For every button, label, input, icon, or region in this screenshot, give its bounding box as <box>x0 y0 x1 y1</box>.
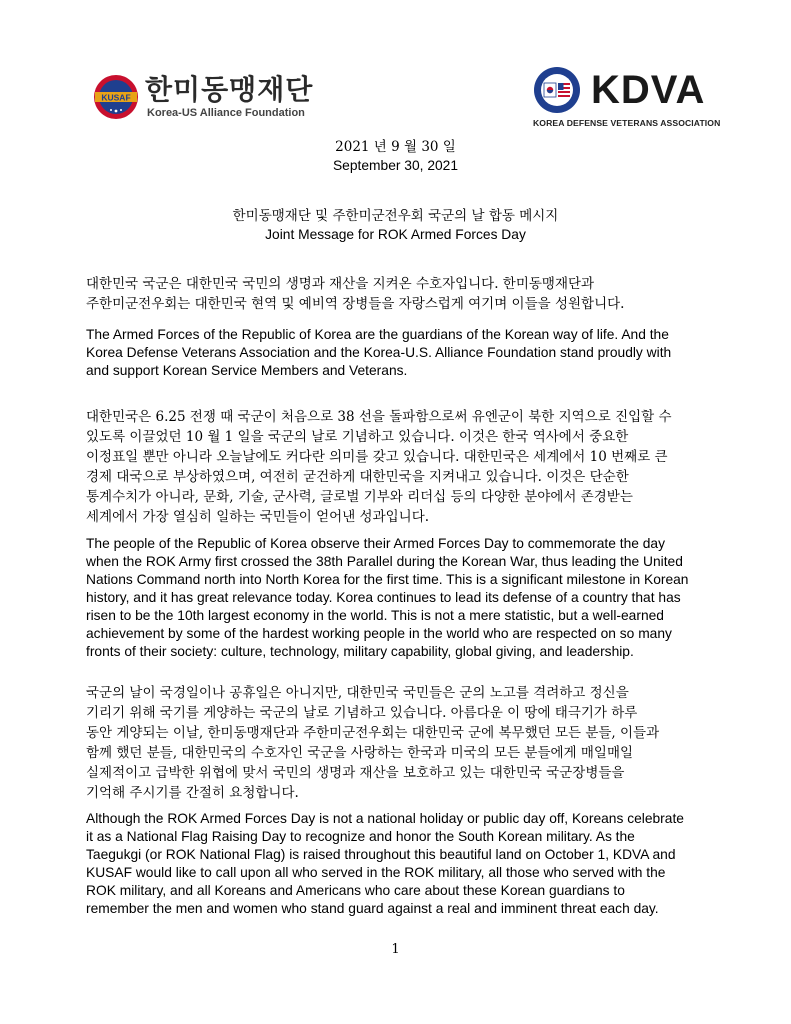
paragraph-korean-1 <box>86 274 708 314</box>
title-english: Joint Message for ROK Armed Forces Day <box>265 227 526 242</box>
paragraph-line: Nations Command north into North Korea for the first time. This is a significant milestone in Korean <box>86 572 689 587</box>
paragraph-line: 있도록 이끌었던 10 월 1 일을 국군의 날로 기념하고 있습니다. 이것은 한국 역사에서 중요한 <box>86 429 629 445</box>
paragraph-korean-3 <box>86 683 708 803</box>
paragraph-line: 대한민국 국군은 대한민국 국민의 생명과 재산을 지켜온 수호자입니다. 한미동맹재단과 <box>86 276 595 292</box>
date-english: September 30, 2021 <box>332 158 459 173</box>
letterhead <box>0 0 791 130</box>
paragraph-line: 이정표일 뿐만 아니라 오늘날에도 커다란 의미를 갖고 있습니다. 대한민국은 세계에서 10 번째로 큰 <box>86 449 668 465</box>
kusaf-logo-text <box>145 74 313 120</box>
paragraph-line: 동안 게양되는 이날, 한미동맹재단과 주한미군전우회는 대한민국 군에 복무했던 모든 분들, 이들과 <box>86 725 660 741</box>
paragraph-line: Although the ROK Armed Forces Day is not a national holiday or public day off, Koreans celebrate <box>86 811 684 826</box>
paragraph-line: 경제 대국으로 부상하였으며, 여전히 굳건하게 대한민국을 지켜내고 있습니다. 이것은 단순한 <box>86 469 629 485</box>
paragraph-line: 국군의 날이 국경일이나 공휴일은 아니지만, 대한민국 국민들은 군의 노고를 격려하고 정신을 <box>86 685 629 701</box>
paragraph-line: risen to be the 10th largest economy in the world. This is not a mere statistic, but a well-earned <box>86 608 664 623</box>
date-korean: 2021 년 9 월 30 일 <box>335 139 456 155</box>
paragraph-line: achievement by some of the hardest working people in the world who are respected on so many <box>86 626 672 641</box>
paragraph-line: 실제적이고 급박한 위협에 맞서 국민의 생명과 재산을 보호하고 있는 대한민국 국군장병들을 <box>86 765 625 781</box>
kdva-emblem-icon <box>533 66 581 114</box>
kdva-logo-subtitle: KOREA DEFENSE VETERANS ASSOCIATION <box>533 118 721 128</box>
paragraph-korean-2 <box>86 407 708 527</box>
paragraph-line: Korea Defense Veterans Association and the Korea-U.S. Alliance Foundation stand proudly with <box>86 345 672 360</box>
paragraph-line: and support Korean Service Members and Veterans. <box>86 363 408 378</box>
paragraph-english-2 <box>86 535 708 661</box>
kusaf-emblem-text: KUSAF <box>101 92 131 103</box>
paragraph-line: Taegukgi (or ROK National Flag) is raised throughout this beautiful land on October 1, KDVA and <box>86 847 676 862</box>
title-korean: 한미동맹재단 및 주한미군전우회 국군의 날 합동 메시지 <box>232 208 559 224</box>
paragraph-line: KUSAF would like to call upon all who served in the ROK military, all those who served with the <box>86 865 666 880</box>
paragraph-line: The people of the Republic of Korea observe their Armed Forces Day to commemorate the day <box>86 536 665 551</box>
paragraph-line: fronts of their society: culture, technology, military capability, global giving, and leadership. <box>86 644 634 659</box>
kusaf-emblem-icon <box>93 74 139 120</box>
paragraph-line: 세계에서 가장 열심히 일하는 국민들이 얻어낸 성과입니다. <box>86 509 430 525</box>
paragraph-line: ROK military, and all Koreans and Americans who care about these Korean guardians to <box>86 883 625 898</box>
paragraph-line: 기리기 위해 국기를 게양하는 국군의 날로 기념하고 있습니다. 아름다운 이 땅에 태극기가 하루 <box>86 705 638 721</box>
kdva-logo <box>533 66 721 130</box>
paragraph-line: it as a National Flag Raising Day to recognize and honor the South Korean military. As the <box>86 829 635 844</box>
paragraph-line: 기억해 주시기를 간절히 요청합니다. <box>86 785 299 801</box>
kdva-logo-title: KDVA <box>591 68 706 112</box>
paragraph-line: The Armed Forces of the Republic of Korea are the guardians of the Korean way of life. And the <box>86 327 669 342</box>
kusaf-logo <box>93 74 333 124</box>
paragraph-english-1 <box>86 326 708 380</box>
paragraph-line: when the ROK Army first crossed the 38th Parallel during the Korean War, thus leading the United <box>86 554 683 569</box>
paragraph-line: remember the men and women who stand guard against a real and imminent threat each day. <box>86 901 659 916</box>
kusaf-logo-title: 한미동맹재단 <box>145 73 314 106</box>
page-number: 1 <box>391 942 400 957</box>
paragraph-line: 함께 했던 분들, 대한민국의 수호자인 국군을 사랑하는 한국과 미국의 모든 분들에게 매일매일 <box>86 745 634 761</box>
paragraph-english-3 <box>86 810 708 918</box>
paragraph-line: history, and it has great relevance today. Korea continues to lead its defense of a country that has <box>86 590 681 605</box>
paragraph-line: 주한미군전우회는 대한민국 현역 및 예비역 장병들을 자랑스럽게 여기며 이들을 성원합니다. <box>86 296 625 312</box>
kusaf-logo-subtitle: Korea-US Alliance Foundation <box>147 107 305 119</box>
paragraph-line: 대한민국은 6.25 전쟁 때 국군이 처음으로 38 선을 돌파함으로써 유엔군이 북한 지역으로 진입할 수 <box>86 409 672 425</box>
paragraph-line: 통계수치가 아니라, 문화, 기술, 군사력, 글로벌 기부와 리더십 등의 다양한 분야에서 존경받는 <box>86 489 633 505</box>
